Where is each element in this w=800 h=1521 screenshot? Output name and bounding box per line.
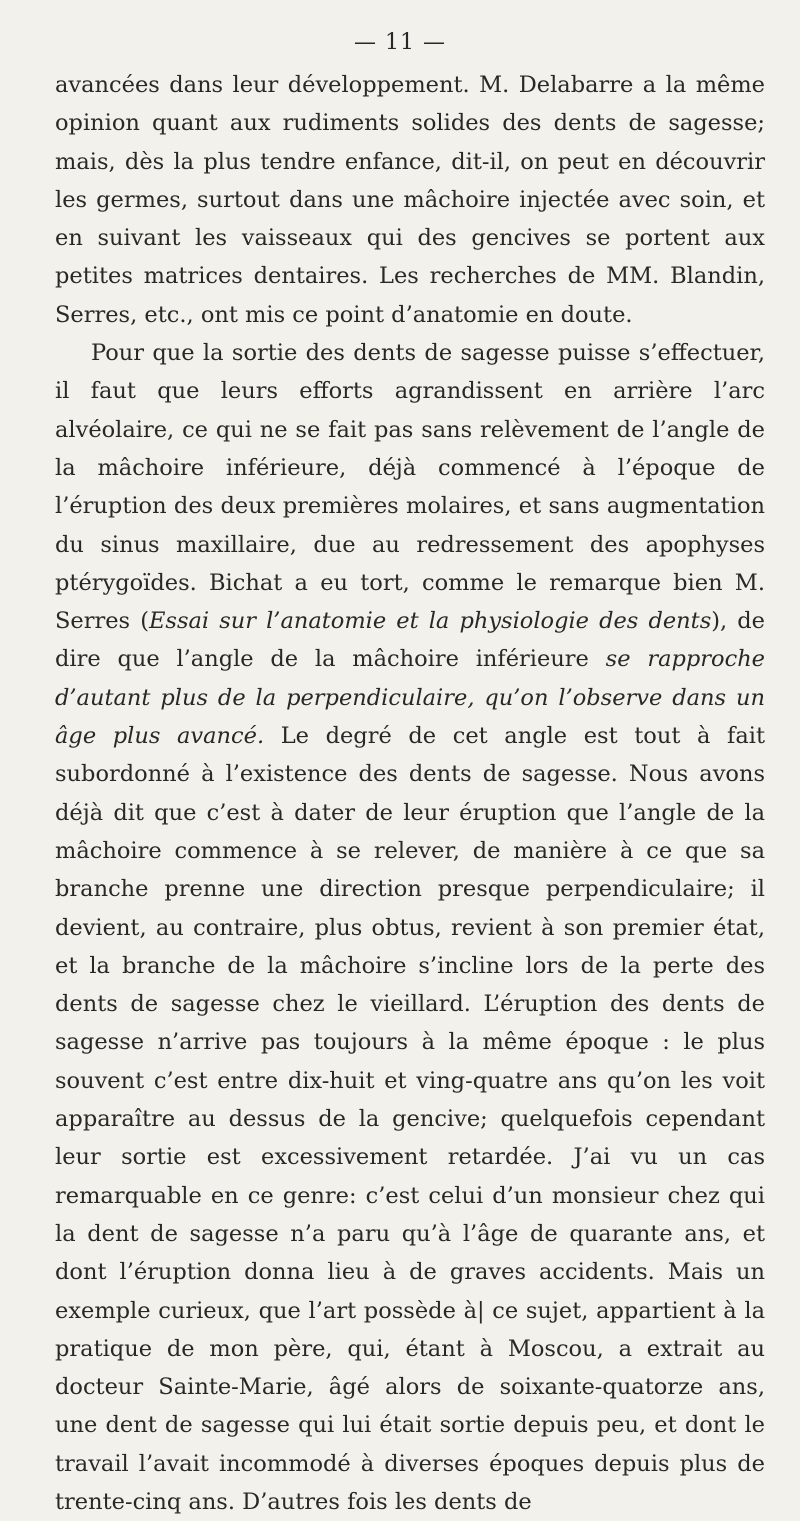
paragraph-2-text-b: ), de dire que l’angle de la mâchoire inférieure [55,608,765,673]
page-number-header: — 11 — [354,30,446,55]
paragraph-2 [55,334,765,1521]
book-title-reference: Essai sur l’anatomie et la physiologie des dents [148,608,712,635]
paragraph-2-text-a: Pour que la sortie des dents de sagesse puisse s’effectuer, il faut que leurs efforts agrandissent en arrière l’arc alvéolaire, ce qui ne se fait pas sans relèvement de l’angle de la mâchoire inférieure, déjà commencé à l’époque de l’éruption des deux premières molaires, et sans augmentation du sinus maxillaire, due au redressement des apophyses ptérygoïdes. Bichat a eu tort, comme le remarque bien M. Serres ( [55,340,765,635]
paragraph-1-text: avancées dans leur développement. M. Delabarre a la même opinion quant aux rudiments solides des dents de sagesse; mais, dès la plus tendre enfance, dit-il, on peut en découvrir les germes, surtout dans une mâchoire injectée avec soin, et en suivant les vaisseaux qui des gencives se portent aux petites matrices dentaires. Les recherches de MM. Blandin, Serres, etc., ont mis ce point d’anatomie en doute. [55,72,765,328]
paragraph-1 [55,66,765,334]
paragraph-2-text-c: Le degré de cet angle est tout à fait subordonné à l’existence des dents de sagesse. Nous avons déjà dit que c’est à dater de leur éruption que l’angle de la mâchoire commence à se relever, de manière à ce que sa branche prenne une direction presque perpendiculaire; il devient, au contraire, plus obtus, revient à son premier état, et la branche de la mâchoire s’incline lors de la perte des dents de sagesse chez le vieillard. L’éruption des dents de sagesse n’arrive pas toujours à la même époque : le plus souvent c’est entre dix-huit et ving-quatre ans qu’on les voit apparaître au dessus de la gencive; quelquefois cependant leur sortie est excessivement retardée. J’ai vu un cas remarquable en ce genre: c’est celui d’un monsieur chez qui la dent de sagesse n’a paru qu’à l’âge de quarante ans, et dont l’éruption donna lieu à de graves accidents. Mais un exemple curieux, que l’art possède à| ce sujet, appartient à la pratique de mon père, qui, étant à Moscou, a extrait au docteur Sainte-Marie, âgé alors de soixante-quatorze ans, une dent de sagesse qui lui était sortie depuis peu, et dont le travail l’avait incommodé à diverses époques depuis plus de trente-cinq ans. D’autres fois les dents de [55,723,765,1515]
italic-quotation: se rapproche d’autant plus de la perpendiculaire, qu’on l’observe dans un âge plus avancé. [55,646,766,750]
body-text [55,66,765,1521]
